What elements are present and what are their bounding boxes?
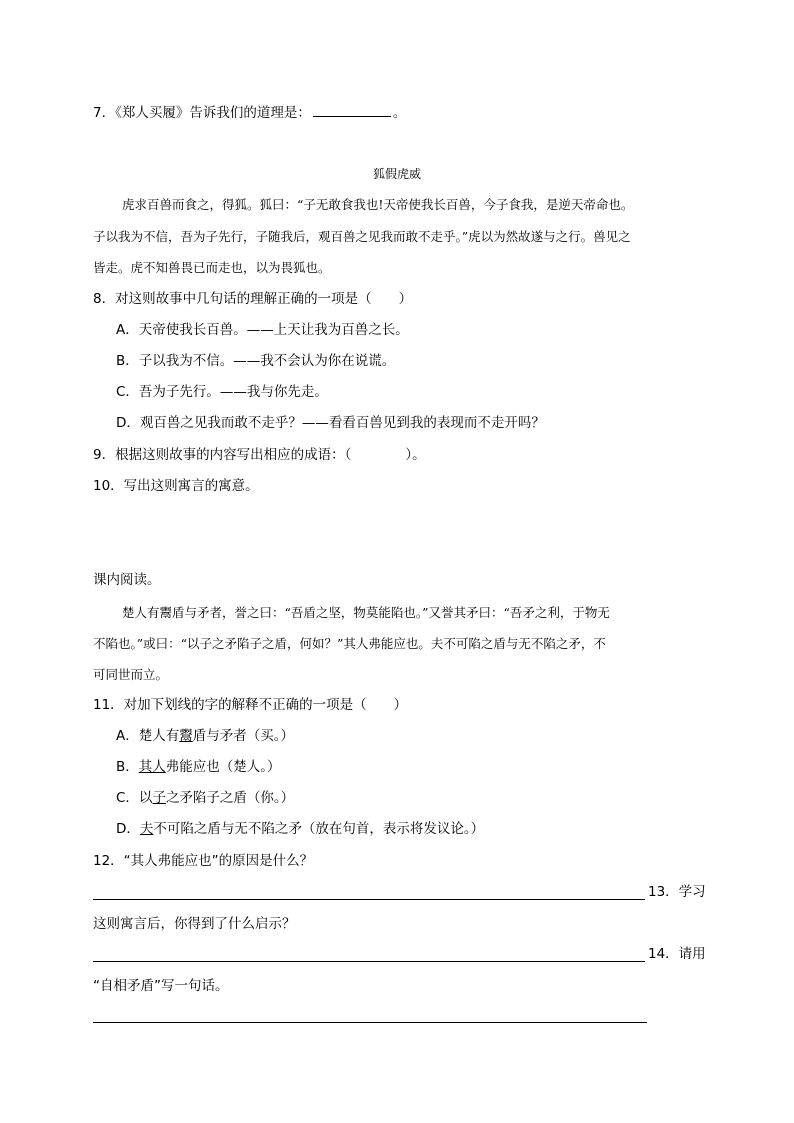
option-text: 盾与矛者（买。） xyxy=(192,728,294,744)
option-text: A．楚人有 xyxy=(116,728,180,744)
option-d[interactable]: D．观百兽之见我而敢不走乎？——看看百兽见到我的表现而不走开吗？ xyxy=(116,415,545,431)
underlined-word: 夫 xyxy=(139,821,154,837)
option-text: 不可陷之盾与无不陷之矛（放在句首，表示将发议论。） xyxy=(153,821,485,837)
option-c[interactable] xyxy=(116,788,294,808)
question-7-suffix: 。 xyxy=(392,105,407,121)
option-text: 弗能应也（楚人。） xyxy=(165,759,281,775)
question-13-text: 这则寓言后，你得到了什么启示？ xyxy=(93,916,296,932)
question-8-stem: 8．对这则故事中几句话的理解正确的一项是（ ） xyxy=(93,291,413,307)
question-10: 10．写出这则寓言的寓意。 xyxy=(93,478,259,494)
option-text: 之矛陷子之盾（你。） xyxy=(165,790,295,806)
option-a[interactable] xyxy=(116,726,294,746)
question-9: 9．根据这则故事的内容写出相应的成语：（ ）。 xyxy=(93,447,426,463)
answer-line[interactable] xyxy=(93,1022,647,1023)
question-12: 12．“其人弗能应也”的原因是什么？ xyxy=(93,853,314,869)
option-b[interactable] xyxy=(116,757,281,777)
section-heading: 课内阅读。 xyxy=(93,572,161,588)
answer-blank[interactable] xyxy=(313,103,391,117)
passage-title: 狐假虎威 xyxy=(372,167,421,181)
underlined-word: 其人 xyxy=(138,759,166,775)
passage-line: 皆走。虎不知兽畏已而走也，以为畏狐也。 xyxy=(93,260,331,275)
option-text: D． xyxy=(116,821,140,837)
question-14-label: 14．请用 xyxy=(648,946,706,962)
option-c[interactable]: C．吾为子先行。——我与你先走。 xyxy=(116,384,328,400)
passage-line: 楚人有鬻盾与矛者，誉之曰：“吾盾之坚，物莫能陷也。”又誉其矛曰：“吾矛之利，于物无 xyxy=(122,605,610,620)
passage-line: 可同世而立。 xyxy=(93,667,169,682)
passage-line: 虎求百兽而食之，得狐。狐曰：“子无敢食我也!天帝使我长百兽，今子食我，是逆天帝命也。 xyxy=(122,197,634,212)
question-13-label: 13．学习 xyxy=(648,884,706,900)
question-7 xyxy=(93,103,406,123)
question-14-text: “自相矛盾”写一句话。 xyxy=(93,978,229,994)
underlined-word: 鬻 xyxy=(179,728,193,744)
passage-line: 不陷也。”或曰：“以子之矛陷子之盾，何如？”其人弗能应也。夫不可陷之盾与无不陷之矛，不 xyxy=(93,636,606,651)
option-b[interactable]: B．子以我为不信。——我不会认为你在说谎。 xyxy=(116,353,396,369)
option-text: B． xyxy=(116,759,139,775)
option-text: C．以 xyxy=(116,790,153,806)
underlined-word: 子 xyxy=(152,790,166,806)
question-7-text: 7．《郑人买履》告诉我们的道理是： xyxy=(93,105,311,121)
option-a[interactable]: A．天帝使我长百兽。——上天让我为百兽之长。 xyxy=(116,322,409,338)
answer-line[interactable] xyxy=(93,961,645,962)
option-d[interactable] xyxy=(116,819,484,839)
answer-line[interactable] xyxy=(93,899,645,900)
question-11-stem: 11．对加下划线的字的解释不正确的一项是（ ） xyxy=(93,697,408,713)
passage-line: 子以我为不信，吾为子先行，子随我后，观百兽之见我而敢不走乎。”虎以为然故遂与之行。兽见之 xyxy=(93,229,631,244)
